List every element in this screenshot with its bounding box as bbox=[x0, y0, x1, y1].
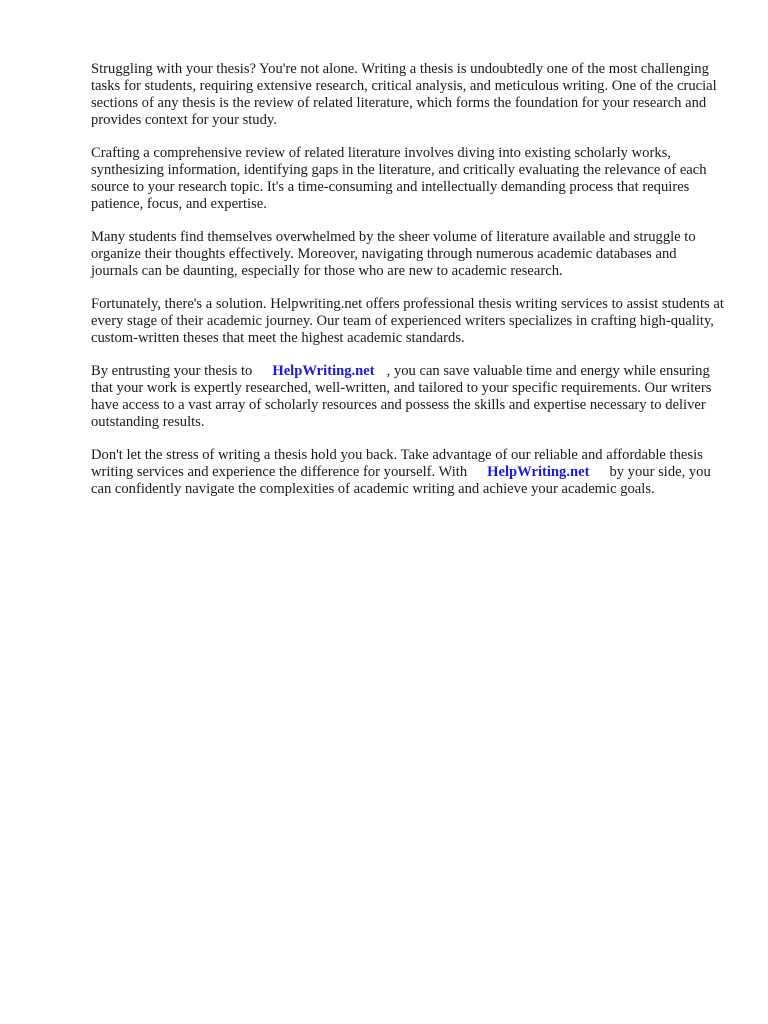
paragraph-entrusting-lead: By entrusting your thesis to bbox=[91, 363, 253, 379]
document-body bbox=[91, 61, 727, 514]
paragraph-solution: Fortunately, there's a solution. Helpwriting.net offers professional thesis writing services to assist students at every stage of their academic journey. Our team of experienced writers specializes in crafting high-quality, custom-written theses that meet the highest academic standards. bbox=[91, 296, 724, 346]
paragraph-closing-lead: Don't let the stress of writing a thesis hold you back. Take advantage of our reliable and affordable thesis writing services and experience the difference for yourself. With bbox=[91, 447, 703, 480]
helpwriting-link[interactable]: HelpWriting.net bbox=[272, 363, 375, 379]
paragraph-entrusting-rest: , you can save valuable time and energy while ensuring that your work is expertly researched, well-written, and tailored to your specific requirements. Our writers have access to a vast array of scholarly resources and possess the skills and expertise necessary to deliver outstanding results. bbox=[91, 363, 712, 430]
paragraph-closing-rest: by your side, you can confidently navigate the complexities of academic writing and achieve your academic goals. bbox=[91, 464, 711, 497]
paragraph-intro: Struggling with your thesis? You're not alone. Writing a thesis is undoubtedly one of the most challenging tasks for students, requiring extensive research, critical analysis, and meticulous writing. One of the crucial sections of any thesis is the review of related literature, which forms the foundation for your research and provides context for your study. bbox=[91, 61, 717, 128]
paragraph-literature-review: Crafting a comprehensive review of related literature involves diving into existing scholarly works, synthesizing information, identifying gaps in the literature, and critically evaluating the relevance of each source to your research topic. It's a time-consuming and intellectually demanding process that requires patience, focus, and expertise. bbox=[91, 145, 707, 212]
paragraph-closing bbox=[91, 447, 727, 498]
paragraph-entrusting bbox=[91, 363, 727, 431]
helpwriting-link[interactable]: HelpWriting.net bbox=[487, 464, 590, 480]
paragraph-overwhelmed: Many students find themselves overwhelmed by the sheer volume of literature available and struggle to organize their thoughts effectively. Moreover, navigating through numerous academic databases and journals can be daunting, especially for those who are new to academic research. bbox=[91, 229, 696, 279]
